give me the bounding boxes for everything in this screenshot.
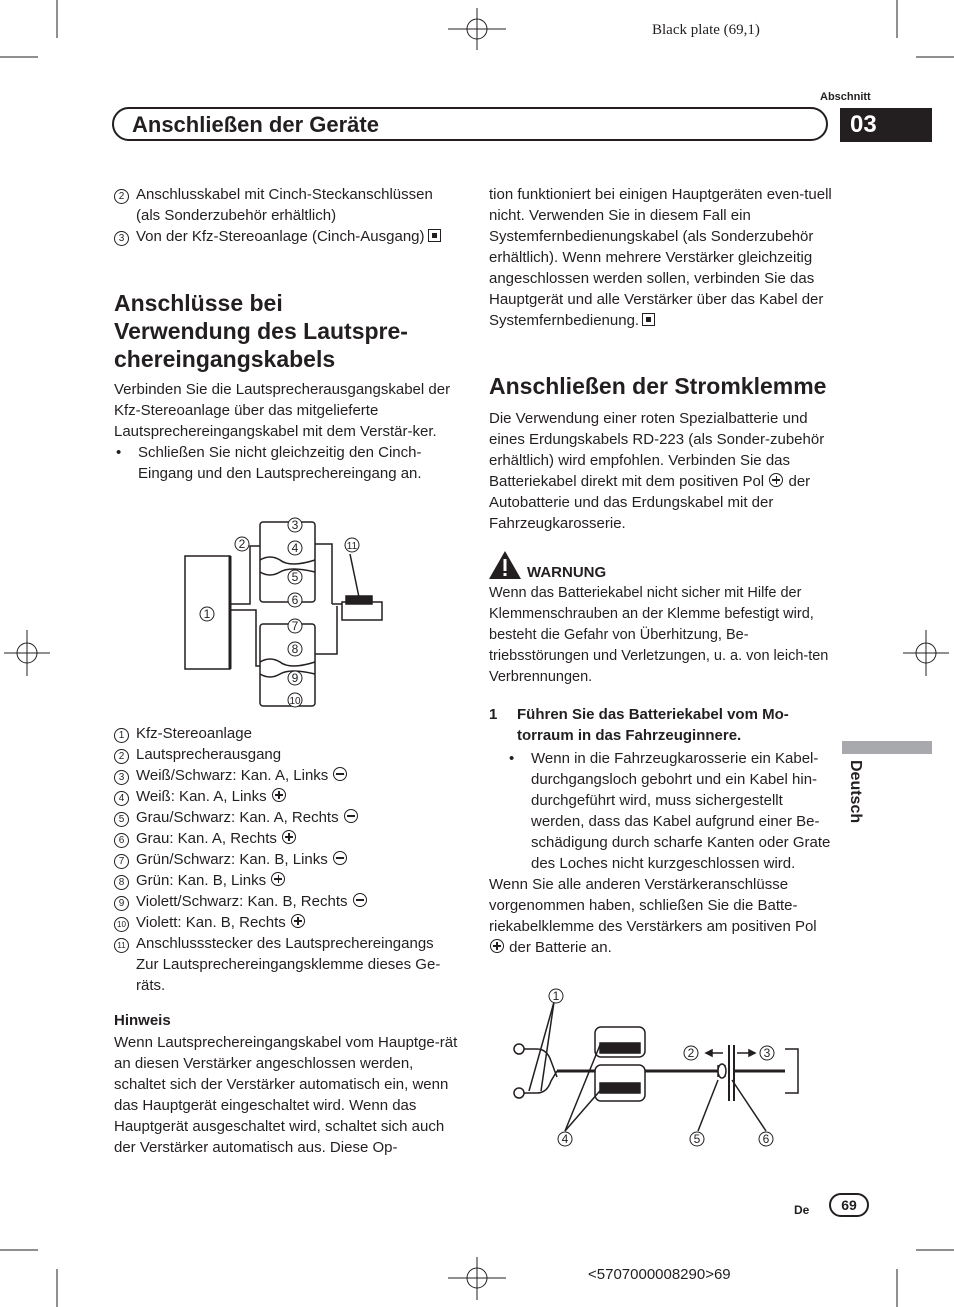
minus-icon [344,809,358,823]
diagram-label: 3 [291,518,299,532]
list-item: 3 Von der Kfz-Stereoanlage (Cinch-Ausgang) [114,226,454,247]
list-item: 5 Grau/Schwarz: Kan. A, Rechts [114,807,459,828]
plus-icon [271,872,285,886]
section-intro: Verbinden Sie die Lautsprecherausgangskabel der Kfz-Stereoanlage über das mitgelieferte Lautsprechereingangskabel mit dem Verstär-ker. [114,381,451,440]
end-mark-icon [428,229,441,242]
section-number: 03 [840,108,932,142]
diagram-label: 1 [203,607,211,621]
note-title: Hinweis [114,1012,171,1029]
list-item: 2 Lautsprecherausgang [114,744,459,765]
diagram-label: 5 [693,1132,701,1146]
left-section [114,289,459,484]
warning-text: Wenn das Batteriekabel nicht sicher mit Hilfe der Klemmenschrauben an der Klemme befestigt wird, besteht die Gefahr von Überhitzung, Be-triebsstörungen und Verletzungen, u. a. von leich-ten Verbrennungen. [489,585,829,685]
list-item: 7 Grün/Schwarz: Kan. B, Links [114,849,459,870]
list-item: 11 Anschlussstecker des Lautsprechereingangs Zur Lautsprechereingangsklemme dieses Ge-räts. [114,933,459,996]
list-item: 6 Grau: Kan. A, Rechts [114,828,459,849]
plus-icon [769,473,783,487]
diagram-label: 1 [552,989,560,1003]
list-item: 4 Weiß: Kan. A, Links [114,786,459,807]
plus-icon [282,830,296,844]
plate-label: Black plate (69,1) [652,22,760,38]
language-label: Deutsch [847,760,864,824]
minus-icon [353,893,367,907]
section-heading: Anschlüsse bei Verwendung des Lautspre- chereingangskabels [114,290,408,372]
end-mark-icon [642,313,655,326]
page-title: Anschließen der Geräte [132,112,379,137]
plus-icon [272,788,286,802]
minus-icon [333,851,347,865]
diagram-label: 4 [291,541,299,555]
list-item: 2 Anschlusskabel mit Cinch-Steckanschlüssen (als Sonderzubehör erhältlich) [114,184,454,226]
top-item-list [114,184,454,247]
diagram-label: 2 [687,1046,695,1060]
right-top-text: tion funktioniert bei einigen Hauptgeräten even-tuell nicht. Verwenden Sie in diesem Fall ein Systemfernbedienungskabel (als Sonderzubehör erhältlich). Wenn mehrere Verstärker gleichzeitig angeschlossen werden sollen, verbinden Sie das Hauptgerät und alle Verstärker über das Kabel der Systemfernbedienung. [489,186,832,329]
step-followup: Wenn Sie alle anderen Verstärkeranschlüsse vorgenommen haben, schließen Sie die Batte-riekabelklemme des Verstärkers am positiven Pol der Batterie an. [489,876,817,956]
warning-icon [488,550,522,580]
speaker-input-diagram [180,514,420,714]
diagram-label: 11 [346,541,358,552]
section-intro: Die Verwendung einer roten Spezialbatterie und eines Erdungskabels RD-223 (als Sonder-zubehör erhältlich) wird empfohlen. Verbinden Sie das Batteriekabel direkt mit dem positiven Pol der Autobatterie und das Erdungskabel mit der Fahrzeugkarosserie. [489,410,825,532]
diagram-label: 9 [291,671,299,685]
note-block [114,1010,459,1158]
diagram-label: 7 [291,619,299,633]
diagram-label: 8 [291,642,299,656]
plus-icon [490,939,504,953]
power-section [489,372,834,534]
diagram-label: 10 [289,696,301,707]
language-code: De [794,1203,810,1217]
page-number: 69 [829,1193,869,1217]
diagram-label: 3 [763,1046,771,1060]
list-item: 9 Violett/Schwarz: Kan. B, Rechts [114,891,459,912]
plus-icon [291,914,305,928]
diagram-label: 6 [291,593,299,607]
section-caption: Abschnitt [820,91,871,103]
legend-list [114,723,459,996]
section-heading: Anschließen der Stromklemme [489,373,827,399]
list-item: 3 Weiß/Schwarz: Kan. A, Links [114,765,459,786]
step-heading: 1 Führen Sie das Batteriekabel vom Mo-torraum in das Fahrzeuginnere. [489,706,789,744]
bullet-item: • Schließen Sie nicht gleichzeitig den Cinch-Eingang und den Lautsprechereingang an. [116,444,422,482]
document-code: <5707000008290>69 [588,1266,731,1283]
diagram-label: 5 [291,570,299,584]
list-item: 10 Violett: Kan. B, Rechts [114,912,459,933]
power-terminal-diagram [505,985,825,1150]
warning-title: WARNUNG [527,564,607,581]
note-text: Wenn Lautsprechereingangskabel vom Hauptge-rät an diesen Verstärker angeschlossen werden, schaltet sich der Verstärker automatisch ein, wenn das Hauptgerät eingeschaltet wird. Wenn das Hauptgerät ausgeschaltet wird, schaltet sich auch der Verstärker automatisch aus. Diese Op- [114,1034,458,1156]
list-item: 8 Grün: Kan. B, Links [114,870,459,891]
step-block [489,704,834,958]
list-item: 1 Kfz-Stereoanlage [114,723,459,744]
minus-icon [333,767,347,781]
diagram-label: 6 [762,1132,770,1146]
diagram-label: 2 [238,537,246,551]
language-bar [842,741,932,754]
diagram-label: 4 [561,1132,569,1146]
bullet-item: • Wenn in die Fahrzeugkarosserie ein Kabel-durchgangsloch gebohrt und ein Kabel hin-durchgeführt wird, muss sichergestellt werden, dass das Kabel aufgrund einer Be-schädigung durch scharfe Kanten oder Grate des Loches nicht kurzgeschlossen wird. [509,750,831,872]
